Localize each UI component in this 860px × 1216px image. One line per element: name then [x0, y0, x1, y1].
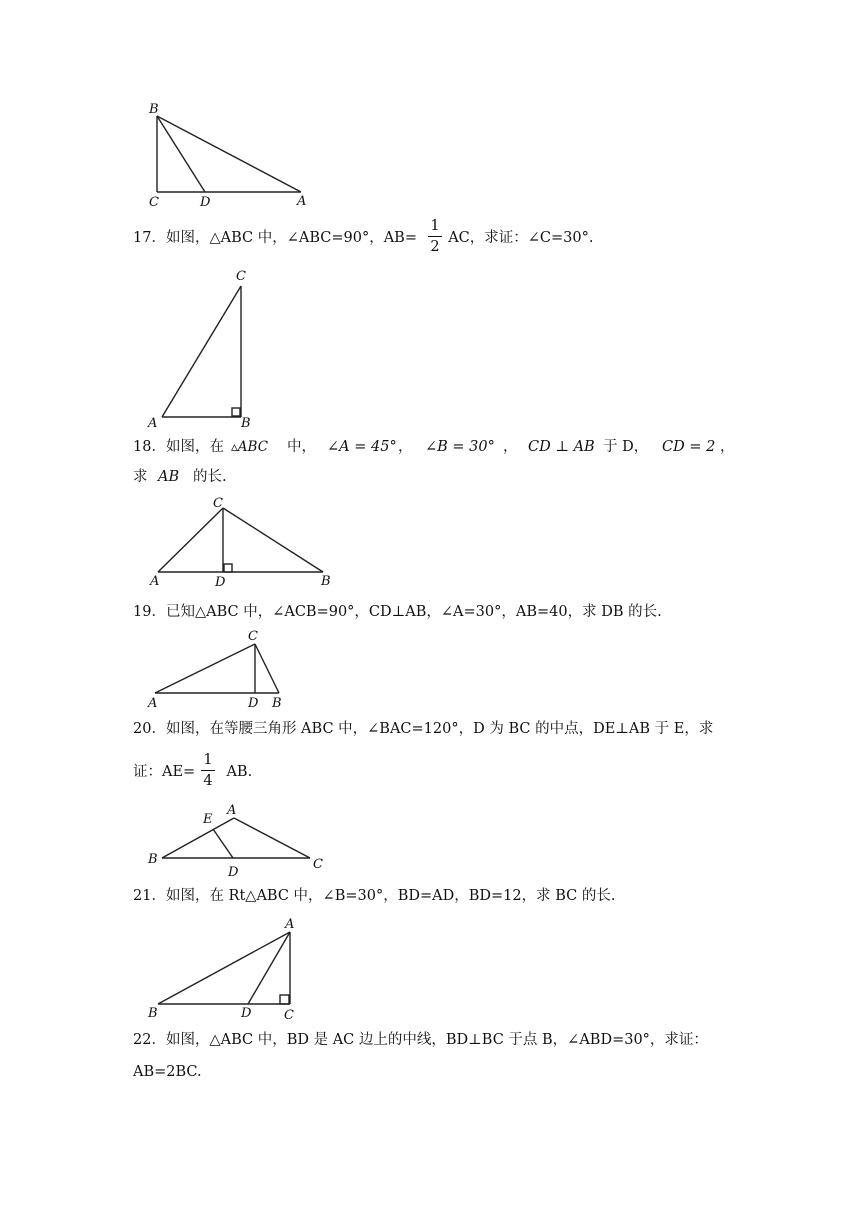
figure-16	[148, 102, 306, 210]
figure-18	[149, 496, 331, 590]
q20-text-post: AB.	[226, 764, 253, 780]
question-21: 21．如图，在 Rt△ABC 中，∠B=30°，BD=AD，BD=12，求 BC 的长.	[133, 888, 616, 904]
question-20-line-1: 20．如图，在等腰三角形 ABC 中，∠BAC=120°，D 为 BC 的中点，DE⊥AB 于 E，求	[133, 721, 714, 737]
question-20-line-2	[133, 762, 252, 782]
q18-text-2: 中，	[287, 439, 316, 455]
fraction-bar	[428, 236, 442, 237]
question-19: 19．已知△ABC 中，∠ACB=90°，CD⊥AB，∠A=30°，AB=40，求 DB 的长.	[133, 604, 662, 620]
fraction-bar	[201, 770, 215, 771]
label-C: C	[149, 195, 159, 210]
label-D: D	[248, 696, 259, 711]
q18-angle-b: ∠B = 30°	[425, 439, 495, 455]
q18-text-3: 于 D，	[603, 439, 649, 455]
label-A: A	[150, 574, 160, 589]
q18-comma-2: ，	[503, 439, 518, 455]
figure-17	[147, 269, 251, 431]
label-A: A	[148, 416, 158, 431]
q18-comma-3: ，	[720, 439, 735, 455]
q20-denominator: 4	[203, 773, 213, 789]
label-B: B	[149, 102, 159, 117]
q17-numerator: 1	[430, 218, 440, 234]
label-C: C	[236, 269, 246, 284]
question-22-line-2: AB=2BC.	[133, 1064, 202, 1080]
question-17	[133, 228, 593, 248]
label-A: A	[285, 917, 295, 932]
label-C: C	[213, 496, 223, 511]
label-B: B	[321, 574, 331, 589]
q18-ab: AB	[158, 469, 180, 485]
q18-cd-value: CD = 2	[662, 439, 716, 455]
q17-text-post: AC，求证：∠C=30°.	[448, 230, 594, 246]
figure-21	[147, 917, 294, 1023]
label-B: B	[241, 416, 251, 431]
q18-comma-1: ，	[398, 439, 413, 455]
q18-angle-a: ∠A = 45°	[327, 439, 397, 455]
label-B: B	[272, 696, 282, 711]
label-D: D	[241, 1006, 252, 1021]
label-A: A	[227, 803, 237, 818]
q20-numerator: 1	[203, 752, 213, 768]
q18-text-5: 的长.	[193, 469, 227, 485]
q18-perpendicular: CD ⊥ AB	[528, 439, 595, 455]
label-C: C	[248, 629, 258, 644]
label-B: B	[148, 852, 158, 867]
q18-triangle: ▵ABC	[231, 439, 269, 455]
label-C: C	[284, 1008, 294, 1023]
figure-20	[147, 803, 323, 880]
q20-text-pre: 证：AE=	[133, 764, 196, 780]
q20-fraction	[201, 751, 215, 790]
label-B: B	[148, 1006, 158, 1021]
figure-19	[147, 629, 282, 711]
q18-text-1: 18．如图，在	[133, 439, 224, 455]
q18-text-4: 求	[133, 469, 148, 485]
label-D: D	[228, 865, 239, 880]
label-D: D	[200, 195, 211, 210]
label-A: A	[148, 696, 158, 711]
label-D: D	[215, 575, 226, 590]
label-C: C	[313, 857, 323, 872]
question-22-line-1: 22．如图，△ABC 中，BD 是 AC 边上的中线，BD⊥BC 于点 B，∠ABD=30°，求证：	[133, 1032, 708, 1048]
q17-denominator: 2	[430, 239, 440, 255]
label-E: E	[203, 812, 213, 827]
label-A: A	[297, 194, 307, 209]
q17-fraction	[428, 217, 442, 256]
q17-text-pre: 17．如图，△ABC 中，∠ABC=90°，AB=	[133, 230, 417, 246]
